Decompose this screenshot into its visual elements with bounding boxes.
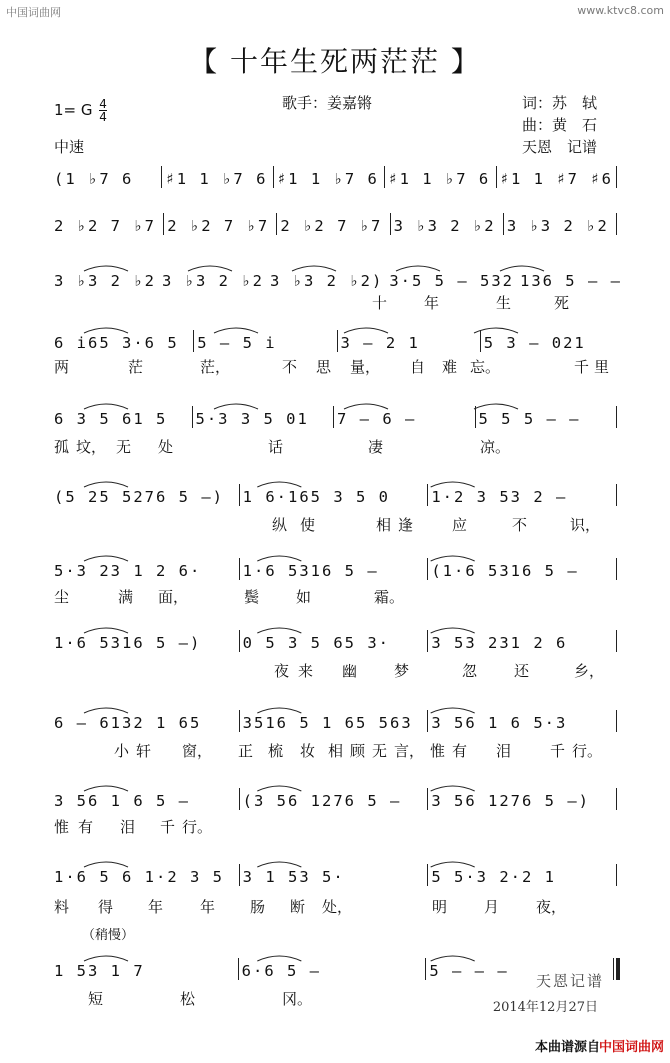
measure: 3 56 1 6 5 – <box>54 792 190 810</box>
barline <box>503 213 504 235</box>
lyric-char: 有 <box>78 818 94 836</box>
lyric-char: 言， <box>394 742 425 760</box>
lyric-char: 年 <box>424 294 440 312</box>
measure: 5 5 5 – – <box>478 410 581 428</box>
lyric-char: 两 <box>54 358 70 376</box>
measure: 1·2 3 53 2 – <box>431 488 568 506</box>
notation-row <box>54 552 620 580</box>
measure: (1·6 5316 5 – <box>431 562 579 580</box>
lyric-char: 孤 <box>54 438 70 456</box>
notation-row <box>54 160 620 188</box>
measure: 136 5 – – <box>519 272 622 290</box>
barline <box>193 330 194 352</box>
lyric-char: 夜 <box>274 662 290 680</box>
composer-credit: 曲：黄 石 <box>522 116 598 134</box>
transcriber-signature: 天恩记谱 <box>535 972 604 990</box>
lyric-char: 面， <box>158 588 189 606</box>
time-signature <box>99 98 107 123</box>
measure: (3 56 1276 5 – <box>242 792 402 810</box>
barline <box>427 864 428 886</box>
measure: 1·6 5 6 1·2 3 5 <box>54 868 224 886</box>
singer-credit: 歌手：姜嘉锵 <box>282 94 373 112</box>
barline <box>427 558 428 580</box>
barline <box>427 710 428 732</box>
barline <box>239 558 240 580</box>
measure: 1 6·165 3 5 0 <box>242 488 390 506</box>
barline <box>427 630 428 652</box>
song-title: 【 十年生死两茫茫 】 <box>189 45 481 78</box>
lyric-char: 相 <box>328 742 344 760</box>
lyric-line <box>54 356 620 378</box>
lyric-line <box>54 292 620 314</box>
lyric-char: 惟 <box>430 742 446 760</box>
barline <box>239 484 240 506</box>
tempo-marking: 中速 <box>54 138 85 156</box>
measure: 5·3 23 1 2 6· <box>54 562 202 580</box>
measure: 6 i65 3·6 5 <box>54 334 179 352</box>
barline <box>496 166 497 188</box>
notation-row <box>54 262 620 290</box>
lyric-char: 忽 <box>462 662 478 680</box>
lyric-char: 千 <box>574 358 590 376</box>
lyric-char: 凄 <box>368 438 384 456</box>
lyric-char: 有 <box>452 742 468 760</box>
tempo-change-note: （稍慢） <box>82 928 135 943</box>
lyric-char: 逢 <box>398 516 414 534</box>
barline <box>390 213 391 235</box>
watermark-url: www.ktvc8.com <box>577 4 664 17</box>
notation-row <box>54 704 620 732</box>
measure: 3 ♭3 2 ♭2 <box>506 217 609 235</box>
measure: 5·3 3 5 01 <box>195 410 309 428</box>
measure: 6 – 6132 1 65 <box>54 714 202 732</box>
measure: 0 5 3 5 65 3· <box>242 634 390 652</box>
lyric-char: 坟， <box>76 438 107 456</box>
lyric-char: 年 <box>200 898 216 916</box>
transcriber-credit: 天恩 记谱 <box>522 138 598 156</box>
barline <box>239 788 240 810</box>
barline <box>163 213 164 235</box>
barline <box>427 788 428 810</box>
barline <box>273 166 274 188</box>
lyric-char: 年 <box>148 898 164 916</box>
barline <box>337 330 338 352</box>
lyric-char: 轩 <box>136 742 152 760</box>
barline <box>239 710 240 732</box>
measure: 2 ♭2 7 ♭7 <box>167 217 270 235</box>
barline <box>616 166 617 188</box>
measure: (5 25 5276 5 –) <box>54 488 224 506</box>
lyric-char: 来 <box>298 662 314 680</box>
measure: 1·6 5316 5 – <box>242 562 379 580</box>
footer-source-site[interactable]: 中国词曲网 <box>598 1040 664 1055</box>
measure: 6·6 5 – <box>241 962 321 980</box>
lyric-char: 明 <box>432 898 448 916</box>
measure: 3 – 2 1 <box>340 334 420 352</box>
notation-row <box>54 207 620 235</box>
barline <box>616 710 617 732</box>
lyric-char: 无 <box>372 742 388 760</box>
lyric-char: 霜。 <box>374 588 405 606</box>
barline <box>239 630 240 652</box>
lyric-char: 处 <box>158 438 174 456</box>
lyric-char: 松 <box>180 990 196 1008</box>
lyric-line <box>54 660 620 682</box>
measure: 1·6 5316 5 –) <box>54 634 202 652</box>
measure: ♯1 1 ♭7 6 <box>165 170 268 188</box>
barline <box>616 864 617 886</box>
lyric-char: 断 <box>290 898 306 916</box>
lyric-char: 惟 <box>54 818 70 836</box>
measure: ♯1 1 ♭7 6 <box>276 170 379 188</box>
measure: 3 ♭3 2 ♭2 <box>393 217 496 235</box>
lyric-char: 千 <box>550 742 566 760</box>
measure: 1 53 1 7 <box>54 962 145 980</box>
barline <box>384 166 385 188</box>
notation-row <box>54 400 620 428</box>
barline <box>161 166 162 188</box>
lyric-char: 量， <box>350 358 381 376</box>
measure: 3516 5 1 65 563 <box>242 714 413 732</box>
lyric-char: 妆 <box>300 742 316 760</box>
lyric-char: 不 <box>512 516 528 534</box>
barline <box>276 213 277 235</box>
lyric-char: 正 <box>238 742 254 760</box>
measure: 3 ♭3 2 ♭2 <box>54 272 156 290</box>
lyric-char: 梦 <box>394 662 410 680</box>
lyric-char: 得 <box>98 898 114 916</box>
key-label: 1= G <box>54 101 93 119</box>
lyric-char: 识， <box>570 516 601 534</box>
lyric-char: 行。 <box>182 818 213 836</box>
lyric-char: 无 <box>116 438 132 456</box>
transcription-date: 2014年12月27日 <box>492 1000 598 1015</box>
notation-row <box>54 324 620 352</box>
lyric-char: 乡， <box>574 662 605 680</box>
lyric-line <box>54 896 620 918</box>
lyric-char: 料 <box>54 898 70 916</box>
lyric-char: 千 <box>160 818 176 836</box>
final-barline-thick <box>616 958 620 980</box>
measure: 2 ♭2 7 ♭7 <box>280 217 383 235</box>
lyric-char: 小 <box>114 742 130 760</box>
lyric-char: 冈。 <box>282 990 313 1008</box>
lyric-line <box>54 740 620 762</box>
lyric-char: 泪 <box>120 818 136 836</box>
measure: 7 – 6 – <box>337 410 417 428</box>
measure: 2 ♭2 7 ♭7 <box>54 217 156 235</box>
measure: 3 53 231 2 6 <box>431 634 568 652</box>
barline <box>616 406 617 428</box>
barline <box>480 330 481 352</box>
lyric-char: 纵 <box>272 516 288 534</box>
time-top: 4 <box>99 97 107 111</box>
lyric-char: 应 <box>452 516 468 534</box>
notation-row <box>54 782 620 810</box>
measure: 5 – 5 i <box>197 334 277 352</box>
lyric-char: 肠 <box>250 898 266 916</box>
lyric-char: 还 <box>514 662 530 680</box>
measure: 3·5 5 – 532 <box>389 272 514 290</box>
measure: 5 5·3 2·2 1 <box>431 868 556 886</box>
barline <box>238 958 239 980</box>
notation-row <box>54 624 620 652</box>
measure: ♯1 1 ♯7 ♯6 <box>499 170 614 188</box>
barline <box>616 213 617 235</box>
barline <box>616 630 617 652</box>
lyric-char: 夜， <box>536 898 567 916</box>
lyric-char: 里 <box>594 358 610 376</box>
measure: ♯1 1 ♭7 6 <box>388 170 491 188</box>
lyric-char: 短 <box>88 990 104 1008</box>
barline <box>616 558 617 580</box>
measure: 5 3 – 021 <box>483 334 586 352</box>
measure: 5 – – – <box>429 962 509 980</box>
barline <box>616 484 617 506</box>
lyric-line <box>54 436 620 458</box>
lyric-char: 难 <box>442 358 458 376</box>
measure: 3 ♭3 2 ♭2 <box>162 272 264 290</box>
lyric-char: 泪 <box>496 742 512 760</box>
measure: 3 56 1 6 5·3 <box>431 714 568 732</box>
lyric-char: 十 <box>372 294 388 312</box>
lyric-line <box>54 514 620 536</box>
barline <box>616 788 617 810</box>
barline <box>427 484 428 506</box>
lyric-char: 处， <box>322 898 353 916</box>
lyric-char: 忘。 <box>470 358 501 376</box>
barline <box>475 406 476 428</box>
lyric-char: 死 <box>554 294 570 312</box>
barline <box>425 958 426 980</box>
watermark-site-name: 中国词曲网 <box>6 6 61 19</box>
lyric-char: 凉。 <box>480 438 511 456</box>
lyric-char: 满 <box>118 588 134 606</box>
lyric-char: 尘 <box>54 588 70 606</box>
lyric-char: 茫 <box>128 358 144 376</box>
barline <box>333 406 334 428</box>
measure: 3 56 1276 5 –) <box>431 792 590 810</box>
key-signature <box>54 98 107 123</box>
notation-row <box>54 858 620 886</box>
lyric-char: 思 <box>316 358 332 376</box>
lyric-char: 顾 <box>350 742 366 760</box>
measure: 3 1 53 5· <box>242 868 345 886</box>
barline <box>192 406 193 428</box>
lyricist-credit: 词：苏 轼 <box>522 94 598 112</box>
lyric-char: 话 <box>268 438 284 456</box>
lyric-char: 梳 <box>268 742 284 760</box>
lyric-char: 使 <box>300 516 316 534</box>
lyric-char: 自 <box>410 358 426 376</box>
lyric-line <box>54 586 620 608</box>
lyric-char: 幽 <box>342 662 358 680</box>
measure: 3 ♭3 2 ♭2) <box>270 272 384 290</box>
lyric-char: 如 <box>296 588 312 606</box>
measure: 6 3 5 61 5 <box>54 410 168 428</box>
lyric-char: 行。 <box>572 742 603 760</box>
lyric-line <box>54 816 620 838</box>
lyric-char: 月 <box>484 898 500 916</box>
measure: (1 ♭7 6 <box>54 170 134 188</box>
barline <box>239 864 240 886</box>
footer-source-label: 本曲谱源自 <box>534 1040 600 1055</box>
lyric-char: 生 <box>496 294 512 312</box>
notation-row <box>54 478 620 506</box>
time-bottom: 4 <box>99 110 107 124</box>
lyric-char: 鬓 <box>244 588 260 606</box>
lyric-char: 窗， <box>182 742 213 760</box>
lyric-char: 相 <box>376 516 392 534</box>
final-barline-thin <box>613 958 614 980</box>
lyric-char: 不 <box>282 358 298 376</box>
lyric-char: 茫， <box>200 358 231 376</box>
